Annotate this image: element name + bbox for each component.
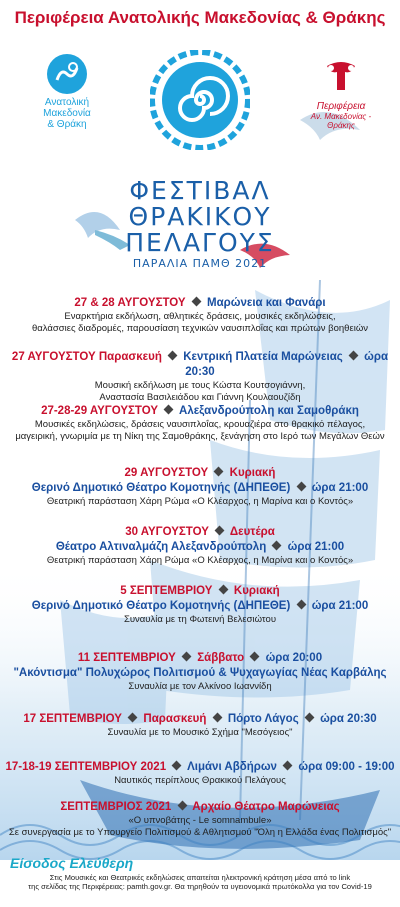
event-desc: θαλάσσιες διαδρομές, παρουσίαση τεχνικών ναυσιπλοΐας και πρώτων βοηθειών	[32, 322, 368, 334]
festival-subtitle: ΠΑΡΑΛΙΑ ΠΑΜΘ 2021	[132, 257, 268, 270]
festival-line: ΠΕΛΑΓΟΥΣ	[125, 228, 275, 257]
event-item	[0, 404, 400, 442]
event-place: Μαρώνεια και Φανάρι	[207, 297, 326, 309]
event-place: Λιμάνι Αβδήρων	[187, 761, 277, 773]
event-date: 17-18-19 ΣΕΠΤΕΜΒΡΙΟΥ 2021	[5, 761, 167, 773]
festival-line: ΘΡΑΚΙΚΟΥ	[128, 202, 272, 231]
event-place: Πόρτο Λάγος	[227, 713, 299, 725]
diamond-separator-icon	[191, 297, 201, 307]
diamond-separator-icon	[164, 405, 174, 415]
event-date: 11 ΣΕΠΤΕΜΒΡΙΟΥ	[77, 652, 176, 664]
event-place: Αρχαίο Θέατρο Μαρώνειας	[192, 801, 340, 813]
footer-line: της σελίδας της Περιφέρειας: pamth.gov.gr. Θα τηρηθούν τα υγειονομικά πρωτόκολλα για τον Covid-19	[28, 882, 372, 891]
event-time: ώρα 20:30	[185, 351, 389, 378]
event-desc: Συναυλία με τη Φωτεινή Βελεσιώτου	[123, 614, 277, 625]
event-desc: Συναυλία με το Μουσικό Σχήμα "Μεσόγειος"	[107, 727, 293, 738]
event-date: 27-28-29 ΑΥΓΟΥΣΤΟΥ	[41, 405, 159, 417]
region-logo-right	[296, 60, 386, 130]
event-desc: Εναρκτήρια εκδήλωση, αθλητικές δράσεις, μουσικές εκδηλώσεις,	[64, 311, 336, 322]
event-place: Αλεξανδρούπολη και Σαμοθράκη	[179, 405, 359, 417]
event-desc: Μουσικές εκδηλώσεις, δράσεις ναυσιπλοΐας, κρουαζιέρα στο θρακικό πέλαγος,	[34, 419, 366, 430]
event-desc: μαγειρική, γνωριμία με τη Νίκη της Σαμοθράκης, ξενάγηση στο Ιερό των Μεγάλων Θεών	[15, 430, 385, 442]
footer-line: Στις Μουσικές και Θεατρικές εκδηλώσεις απαιτείται ηλεκτρονική κράτηση μέσα από το link	[49, 873, 351, 882]
event-time: ώρα 09:00 - 19:00	[298, 761, 395, 773]
wave-logo-icon	[47, 54, 87, 94]
diamond-separator-icon	[250, 652, 260, 662]
event-place: Θερινό Δημοτικό Θέατρο Κομοτηνής (ΔΗΠΕΘΕ)	[31, 600, 291, 612]
event-date: ΣΕΠΤΕΜΒΡΙΟΣ 2021	[60, 801, 172, 813]
event-item	[0, 712, 400, 739]
diamond-separator-icon	[172, 761, 182, 771]
event-date: 5 ΣΕΠΤΕΜΒΡΙΟΥ	[120, 585, 213, 597]
event-time: ώρα 20:00	[265, 652, 323, 664]
event-date: 17 ΣΕΠΤΕΜΒΡΙΟΥ	[23, 713, 122, 725]
event-date: 29 ΑΥΓΟΥΣΤΟΥ	[124, 467, 209, 479]
footer-note	[0, 873, 400, 891]
diamond-separator-icon	[214, 467, 224, 477]
diamond-separator-icon	[182, 652, 192, 662]
event-time: ώρα 21:00	[311, 482, 369, 494]
diamond-separator-icon	[215, 526, 225, 536]
event-place: Θερινό Δημοτικό Θέατρο Κομοτηνής (ΔΗΠΕΘΕ)	[31, 482, 291, 494]
capital-ornament-icon	[323, 60, 359, 94]
logo-left-line: Μακεδονία	[43, 108, 91, 119]
diamond-separator-icon	[168, 351, 178, 361]
diamond-separator-icon	[283, 761, 293, 771]
event-item	[0, 800, 400, 838]
event-desc: Σε συνεργασία με το Υπουργείο Πολιτισμού & Αθλητισμού "Όλη η Ελλάδα ένας Πολιτισμός"	[8, 826, 392, 838]
festival-title	[0, 178, 400, 272]
event-desc: Ναυτικός περίπλους Θρακικού Πελάγους	[114, 775, 286, 786]
logo-right-title: Περιφέρεια	[316, 101, 366, 112]
event-item	[0, 525, 400, 567]
diamond-separator-icon	[304, 713, 314, 723]
logo-right-subtitle: Αν. Μακεδονίας - Θράκης	[310, 112, 372, 130]
event-place: Θέατρο Αλτιναλμάζη Αλεξανδρούπολη	[55, 541, 267, 553]
event-date: 30 ΑΥΓΟΥΣΤΟΥ	[125, 526, 209, 538]
event-day: Δευτέρα	[229, 526, 275, 538]
event-day: Παρασκευή	[143, 713, 207, 725]
event-time: ώρα 20:30	[320, 713, 377, 725]
event-date: 27 ΑΥΓΟΥΣΤΟΥ Παρασκευή	[11, 351, 162, 363]
diamond-separator-icon	[296, 482, 306, 492]
event-time: ώρα 21:00	[311, 600, 369, 612]
event-item	[0, 760, 400, 787]
spiral-emblem-icon	[150, 50, 250, 150]
event-time: ώρα 21:00	[287, 541, 345, 553]
diamond-separator-icon	[272, 541, 282, 551]
festival-line: ΦΕΣΤΙΒΑΛ	[129, 176, 271, 205]
event-place: "Ακόντισμα" Πολυχώρος Πολιτισμού & Ψυχαγωγίας Νέας Καρβάλης	[13, 667, 387, 679]
event-item	[0, 584, 400, 626]
logo-left-line: & Θράκη	[47, 119, 87, 130]
event-day: Σάββατο	[197, 652, 245, 664]
event-desc: «Ο υπνοβάτης - Le somnambule»	[128, 815, 272, 826]
region-logo-left	[32, 54, 102, 130]
event-day: Κυριακή	[233, 585, 280, 597]
event-desc: Θεατρική παράσταση Χάρη Ρώμα «Ο Κλέαρχος, η Μαρίνα και ο Κοντός»	[46, 555, 354, 566]
event-desc: Αναστασία Βασιλειάδου και Γιάννη Κουλαουζίδη	[99, 391, 301, 403]
page-title: Περιφέρεια Ανατολικής Μακεδονίας & Θράκης	[14, 8, 386, 27]
diamond-separator-icon	[212, 713, 222, 723]
logo-left-line: Ανατολική	[44, 97, 90, 108]
free-entry-title: Είσοδος Ελεύθερη	[10, 855, 134, 871]
diamond-separator-icon	[349, 351, 359, 361]
diamond-separator-icon	[128, 713, 138, 723]
event-item	[0, 466, 400, 508]
event-desc: Θεατρική παράσταση Χάρη Ρώμα «Ο Κλέαρχος, η Μαρίνα και ο Κοντός»	[46, 496, 354, 507]
event-date: 27 & 28 ΑΥΓΟΥΣΤΟΥ	[74, 297, 186, 309]
event-place: Κεντρική Πλατεία Μαρώνειας	[183, 351, 343, 363]
event-day: Κυριακή	[229, 467, 276, 479]
event-desc: Συναυλία με τον Αλκίνοο Ιωαννίδη	[128, 681, 272, 692]
diamond-separator-icon	[296, 600, 306, 610]
diamond-separator-icon	[218, 585, 228, 595]
event-desc: Μουσική εκδήλωση με τους Κώστα Κουτσογιάννη,	[94, 380, 306, 391]
event-item	[0, 296, 400, 334]
event-item	[0, 350, 400, 403]
diamond-separator-icon	[177, 801, 187, 811]
event-item	[0, 651, 400, 693]
